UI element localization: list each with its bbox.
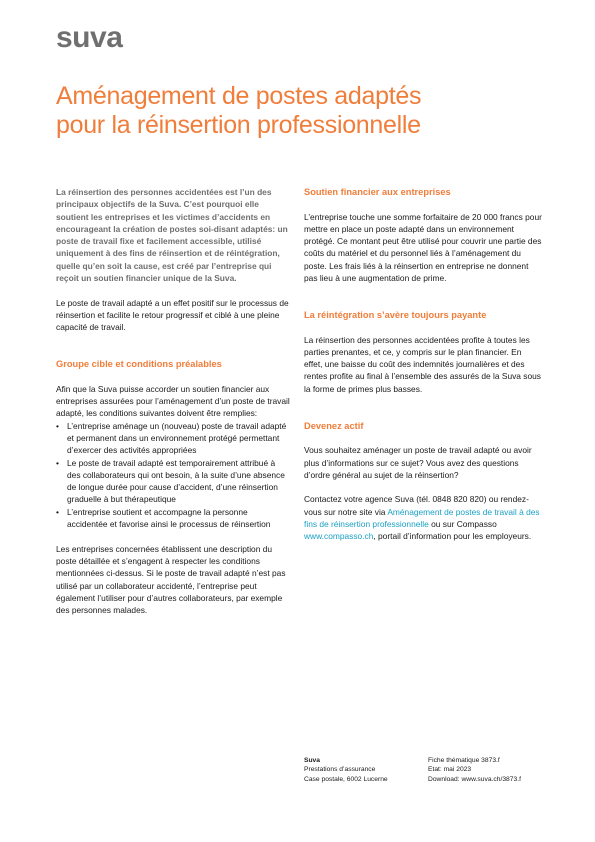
footer-document-info [428,756,558,784]
financial-support-paragraph: L’entreprise touche une somme forfaitaire de 20 000 francs pour mettre en place un poste adapté dans un environnement protégé. Ce montant peut être utilisé pour couvrir une partie des coûts du matériel et du personnel liés à l’aménagement du poste. Les frais liés à la réinsertion en entreprise ne donnent pas lieu à une augmentation de prime. [304,211,542,284]
link-compasso[interactable]: www.compasso.ch [304,531,374,542]
footer-org-address: Case postale, 6002 Lucerne [304,775,388,783]
footer-doc-number: Fiche thématique 3873.f [428,757,500,764]
reintegration-paragraph: La réinsertion des personnes accidentées profite à toutes les parties prenantes, et ce, y compris sur le plan financier. En effet, une baisse du coût des indemnités journalières et des rentes profite au final à l’ensemble des assurés de la Suva sous la forme de primes plus basses. [304,334,541,394]
list-item: • L’entreprise soutient et accompagne la personne accidentée et favorise ainsi le processus de réinsertion [56,506,290,531]
footer-org-name: Suva [304,757,320,764]
contact-paragraph [304,493,542,542]
contact-text-post: , portail d’information pour les employeurs. [373,531,532,542]
heading-target-group: Groupe cible et conditions préalables [56,359,222,370]
become-active-paragraph: Vous souhaitez aménager un poste de travail adapté ou avoir plus d’informations sur ce sujet? Vous avez des questions d’ordre général au sujet de la réinsertion? [304,445,532,480]
right-column [304,186,542,555]
heading-financial-support: Soutien financier aux entreprises [304,187,451,197]
page-title-line-2: pour la réinsertion professionnelle [56,111,421,139]
contact-text-pre: Contactez votre agence Suva (tél. 0848 820 820) ou rendez-vous sur notre site via [304,494,529,517]
page-title [56,82,556,140]
footer-organization [304,756,424,784]
list-item: • L’entreprise aménage un (nouveau) poste de travail adapté et permanent dans un environnement protégé permettant d’exercer des activités appropriées [56,420,290,457]
conditions-intro-paragraph: Afin que la Suva puisse accorder un soutien financier aux entreprises assurées pour l’aménagement d’un poste de travail adapté, les conditions suivantes doivent être remplies: [56,383,290,419]
suva-logo: suva [56,21,123,54]
conditions-list [56,420,290,531]
intro-paragraph: La réinsertion des personnes accidentées est l’un des principaux objectifs de la Suva. C’est pourquoi elle soutient les entreprises et les victimes d’accidents en encourageant la création de postes soi-disant adaptés: un poste de travail fixe et facilement accessible, utilisé uniquement à des fins de réinsertion et de réintégration, quelle qu’en soit la cause, est créé par l’entreprise qui reçoit un soutien financier unique de la Suva. [56,187,288,284]
left-column [56,186,290,629]
link-workplace-adaptation[interactable]: Aménagement de postes de travail à des fins de réinsertion professionnelle [304,506,540,530]
footer-doc-download: Download: www.suva.ch/3873.f [428,775,521,783]
footer-org-department: Prestations d’assurance [304,766,376,774]
contact-text-mid: ou sur Compasso [428,519,497,530]
footer-doc-status: Etat: mai 2023 [428,766,472,774]
effect-paragraph: Le poste de travail adapté a un effet positif sur le processus de réinsertion et facilite le retour progressif et ciblé à une pleine capacité de travail. [56,297,289,333]
page-title-line-1: Aménagement de postes adaptés [56,82,422,110]
heading-reintegration: La réintégration s’avère toujours payante [304,309,487,320]
list-item: • Le poste de travail adapté est temporairement attribué à des collaborateurs qui ont besoin, à la suite d’une absence de longue durée pour cause d’accident, d’une réinsertion graduelle à but thérapeutique [56,457,290,506]
description-paragraph: Les entreprises concernées établissent une description du poste détaillée et s’engagent à respecter les conditions mentionnées ci-dessus. Si le poste de travail adapté n’est pas utilisé par un collaborateur accidenté, l’entreprise peut également l’utiliser pour d’autres collaborateurs, par exemple des personnes malades. [56,543,286,616]
heading-become-active: Devenez actif [304,420,364,431]
